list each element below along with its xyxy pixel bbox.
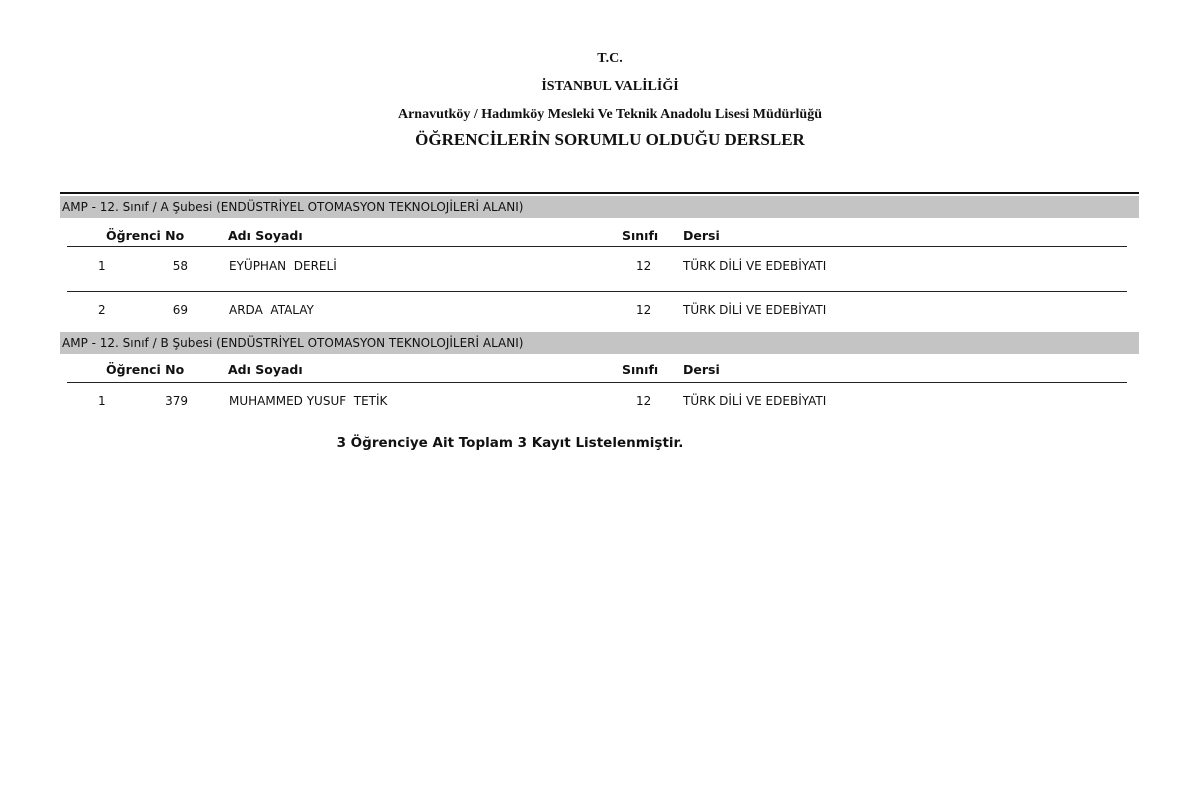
col-name: Adı Soyadı: [228, 362, 303, 377]
col-course: Dersi: [683, 228, 720, 243]
col-name: Adı Soyadı: [228, 228, 303, 243]
row-name: ARDA ATALAY: [229, 303, 314, 317]
col-course: Dersi: [683, 362, 720, 377]
header-tc: T.C.: [597, 51, 623, 66]
row-name: MUHAMMED YUSUF TETİK: [229, 394, 388, 408]
row-grade: 12: [636, 303, 652, 317]
row-student-no: 58: [172, 259, 188, 273]
row-course: TÜRK DİLİ VE EDEBİYATI: [683, 394, 827, 408]
row-student-no: 69: [172, 303, 188, 317]
page-title: ÖĞRENCİLERİN SORUMLU OLDUĞU DERSLER: [415, 130, 805, 149]
header-rule: [67, 246, 1127, 247]
row-course: TÜRK DİLİ VE EDEBİYATI: [683, 303, 827, 317]
row-name: EYÜPHAN DERELİ: [229, 259, 337, 273]
col-student-no: Öğrenci No: [106, 362, 185, 377]
row-rule: [67, 291, 1127, 292]
top-divider: [60, 192, 1139, 194]
header-valilik: İSTANBUL VALİLİĞİ: [541, 79, 679, 94]
header-rule: [67, 382, 1127, 383]
row-index: 1: [98, 259, 106, 273]
row-index: 1: [98, 394, 106, 408]
header-school: Arnavutköy / Hadımköy Mesleki Ve Teknik Anadolu Lisesi Müdürlüğü: [397, 107, 822, 122]
row-index: 2: [98, 303, 106, 317]
row-grade: 12: [636, 394, 652, 408]
col-student-no: Öğrenci No: [106, 228, 185, 243]
group-b-title: AMP - 12. Sınıf / B Şubesi (ENDÜSTRİYEL OTOMASYON TEKNOLOJİLERİ ALANI): [60, 332, 1139, 354]
col-grade: Sınıfı: [622, 362, 659, 377]
row-student-no: 379: [165, 394, 188, 408]
group-a-title: AMP - 12. Sınıf / A Şubesi (ENDÜSTRİYEL OTOMASYON TEKNOLOJİLERİ ALANI): [60, 196, 1139, 218]
summary-text: 3 Öğrenciye Ait Toplam 3 Kayıt Listelenmiştir.: [336, 435, 684, 451]
row-grade: 12: [636, 259, 652, 273]
row-course: TÜRK DİLİ VE EDEBİYATI: [683, 259, 827, 273]
col-grade: Sınıfı: [622, 228, 659, 243]
